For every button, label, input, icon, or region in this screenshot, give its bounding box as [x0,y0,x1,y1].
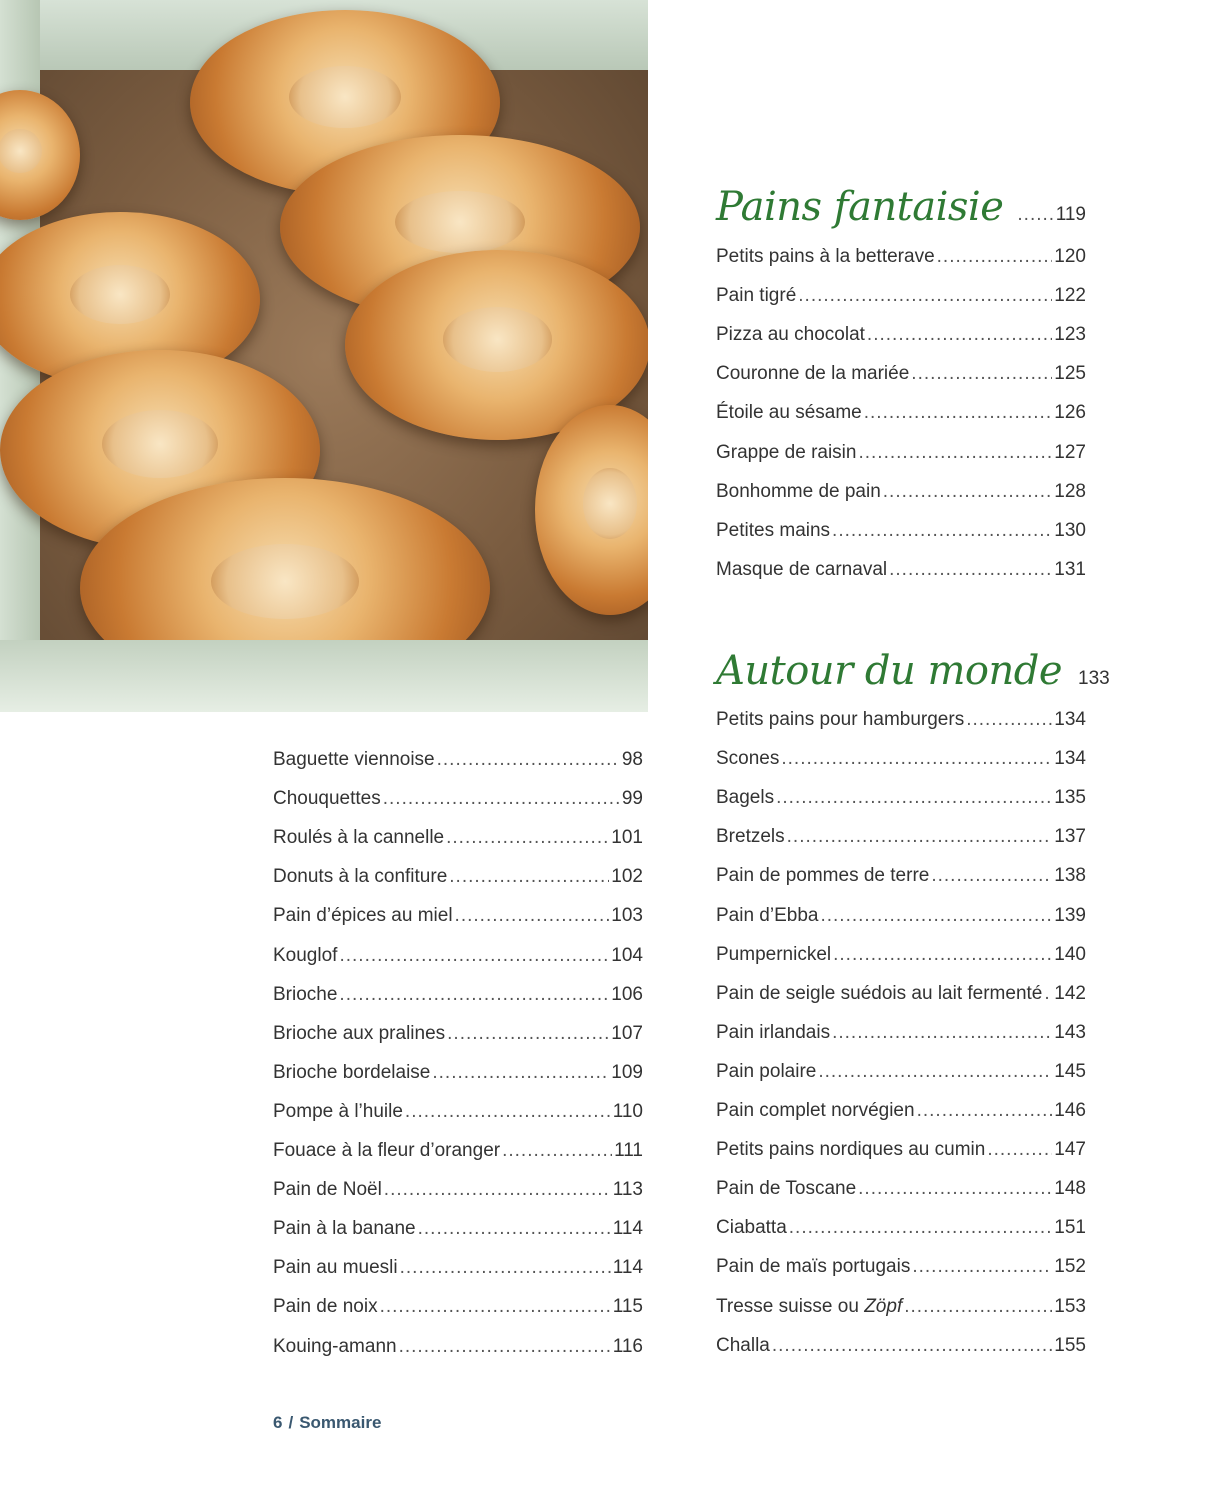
toc-entry [716,558,1086,582]
entry-title-text: Pain d’Ebba [716,904,819,926]
entry-title-text: Donuts à la confiture [273,866,448,888]
dot-leader [883,480,1053,504]
dot-leader [772,1334,1052,1358]
entry-page: 138 [1054,865,1086,887]
toc-entry [716,1295,1086,1319]
dot-leader [889,558,1052,582]
section-page: 133 [1078,668,1110,689]
section-title: Pains fantaisie [716,184,1004,230]
dot-leader [1044,982,1052,1006]
toc-entry [716,1060,1086,1084]
entry-title-text: Pain de pommes de terre [716,865,930,887]
dot-leader [400,1256,611,1280]
dot-leader [864,401,1053,425]
dot-leader [383,787,620,811]
toc-entry [716,1138,1086,1162]
entry-title-text: Étoile au sésame [716,402,862,424]
dot-leader [833,943,1052,967]
toc-entry [273,826,643,850]
pastry-roll [535,405,648,615]
entry-title-text: Pain de seigle suédois au lait fermenté [716,982,1043,1004]
entry-title [716,1021,830,1045]
entry-title [273,944,337,968]
dot-leader [867,323,1052,347]
entry-title-text: Petites mains [716,519,831,541]
entry-title-text: Scones [716,748,780,770]
page-footer [273,1413,381,1433]
toc-entry [273,904,643,928]
dot-leader [820,904,1052,928]
entry-page: 147 [1054,1139,1086,1161]
entry-title [716,825,785,849]
toc-entry [273,1061,643,1085]
dot-leader [380,1295,611,1319]
entry-title [716,519,830,543]
entry-title-text: Brioche [273,983,338,1005]
toc-entry [273,1335,643,1359]
entry-title [716,904,818,928]
entry-title-text: Bagels [716,787,775,809]
entry-title [716,1099,915,1123]
entry-title [716,1216,787,1240]
entry-page: 99 [621,788,643,810]
entry-title-text: Petits pains à la betterave [716,246,935,267]
entry-title-text: Ciabatta [716,1217,787,1239]
pastry-roll [0,90,80,220]
toc-entry [716,1216,1086,1240]
section-title: Autour du monde [716,648,1063,694]
entry-page: 101 [611,827,643,849]
entry-title-text: Pizza au chocolat [716,324,865,346]
dot-leader [447,1022,609,1046]
entry-page: 130 [1054,519,1086,541]
entry-page: 146 [1054,1100,1086,1121]
entry-title [273,1022,445,1046]
toc-entry [273,1217,643,1241]
toc-entry [716,284,1086,308]
dot-leader [818,1060,1052,1084]
entry-title-text: Pompe à l’huile [273,1100,403,1122]
entry-title-text: Chouquettes [273,788,381,810]
dot-leader [911,362,1052,386]
dot-leader [437,748,620,772]
entry-title [273,1100,403,1124]
dot-leader [787,825,1053,849]
toc-entry [273,1295,643,1319]
toc-entry [273,1100,643,1124]
dot-leader [966,708,1052,732]
dot-leader [446,826,609,850]
entry-title [273,1139,500,1163]
dot-leader [789,1216,1053,1240]
toc-entry [273,983,643,1007]
entry-title-text: Couronne de la mariée [716,363,910,385]
entry-page: 122 [1054,285,1086,307]
entry-title-text: Pain tigré [716,285,797,307]
entry-page: 115 [612,1296,643,1318]
toc-entry [716,747,1086,771]
entry-title [716,480,881,504]
dot-leader [937,245,1053,269]
entry-title-text: Pain irlandais [716,1021,831,1043]
entry-page: 142 [1054,982,1086,1004]
toc-entry [273,748,643,772]
section-page: 119 [1055,204,1086,225]
entry-page: 116 [612,1335,643,1357]
entry-title [273,865,447,889]
entry-title [716,441,856,465]
entry-title-text: Pain de maïs portugais [716,1256,911,1278]
entry-page: 109 [611,1061,643,1083]
toc-entry [716,904,1086,928]
entry-title [716,1177,856,1201]
entry-page: 131 [1054,558,1086,580]
toc-entry [716,1334,1086,1358]
entry-page: 113 [612,1179,643,1201]
entry-title [716,323,865,347]
toc-entry [716,245,1086,269]
page-number: 6 [273,1413,283,1432]
entry-title-text: Roulés à la cannelle [273,827,445,849]
dot-leader [776,786,1052,810]
entry-title-italic: Zöpf [864,1295,903,1317]
dot-leader [987,1138,1052,1162]
entry-page: 114 [612,1257,643,1279]
dot-leader [432,1061,609,1085]
entry-title-text: Pain de Toscane [716,1178,857,1200]
section-heading-fantaisie [716,184,1086,230]
entry-title [716,558,887,582]
entry-title-text: Pain au muesli [273,1257,398,1279]
entry-title [716,1334,770,1358]
entry-title [273,1217,416,1241]
footer-label: Sommaire [299,1413,382,1432]
toc-entry [716,1021,1086,1045]
section-heading-monde [716,648,1110,694]
entry-title [716,1060,816,1084]
entry-page: 103 [611,905,643,927]
entry-title-text: Petits pains nordiques au cumin [716,1139,986,1161]
dot-leader [912,1255,1052,1279]
dot-leader [904,1295,1052,1319]
entry-title-text: Brioche aux pralines [273,1022,446,1044]
entry-title [273,1335,397,1359]
dot-leader [384,1178,611,1202]
entry-title [716,708,964,732]
entry-title-text: Bretzels [716,826,785,848]
entry-title-text: Grappe de raisin [716,441,857,463]
toc-entry [716,864,1086,888]
entry-title [716,982,1042,1006]
entry-page: 153 [1054,1295,1086,1317]
entry-page: 114 [612,1218,643,1240]
footer-separator: / [288,1413,294,1432]
toc-entry [716,1255,1086,1279]
entry-page: 143 [1054,1021,1086,1043]
entry-page: 139 [1054,904,1086,926]
toc-entry [716,362,1086,386]
entry-title [273,826,444,850]
entry-page: 137 [1054,826,1086,848]
entry-title [716,401,862,425]
dot-leader [502,1139,612,1163]
entry-title [716,1295,902,1319]
dot-leader [858,441,1052,465]
entry-title [716,245,935,269]
toc-entry [716,519,1086,543]
entry-title [273,748,435,772]
dot-leader [339,944,609,968]
dot-leader [1017,204,1053,226]
entry-title-text: Pain de noix [273,1296,378,1318]
dot-leader [917,1099,1053,1123]
toc-entry [716,1099,1086,1123]
entry-title [716,864,929,888]
toc-entry [716,480,1086,504]
entry-page: 110 [612,1100,643,1122]
entry-title-text: Pumpernickel [716,943,832,965]
toc-entry [716,401,1086,425]
entry-title [273,983,337,1007]
entry-title [273,787,381,811]
entry-page: 126 [1054,402,1086,424]
dot-leader [399,1335,611,1359]
toc-entry [273,944,643,968]
toc-entry [716,323,1086,347]
entry-page: 155 [1054,1334,1086,1356]
dot-leader [781,747,1052,771]
dot-leader [418,1217,611,1241]
entry-page: 151 [1054,1217,1086,1239]
toc-entry [273,1139,643,1163]
entry-page: 134 [1054,748,1086,770]
entry-page: 98 [621,749,643,770]
dot-leader [798,284,1052,308]
entry-title-text: Bonhomme de pain [716,480,881,502]
entry-page: 140 [1054,943,1086,965]
entry-title [716,747,779,771]
entry-title-text: Brioche bordelaise [273,1061,431,1083]
entry-page: 145 [1054,1060,1086,1082]
dot-leader [832,519,1052,543]
entry-page: 102 [611,866,643,888]
entry-title [273,1256,398,1280]
entry-title [716,943,831,967]
toc-entry [716,786,1086,810]
entry-title-text: Tresse suisse ou [716,1295,859,1317]
toc-entry [273,1256,643,1280]
toc-entry [716,441,1086,465]
entry-title [716,284,796,308]
entry-page: 152 [1054,1256,1086,1278]
toc-entry [716,708,1086,732]
entry-title-text: Pain de Noël [273,1179,382,1201]
entry-title-text: Pain à la banane [273,1218,416,1240]
entry-page: 106 [611,983,643,1005]
entry-page: 125 [1054,363,1086,385]
dot-leader [449,865,609,889]
pastry-photo [0,0,648,712]
dot-leader [858,1177,1052,1201]
entry-title-text: Pain d’épices au miel [273,905,453,927]
entry-page: 128 [1054,480,1086,502]
entry-title [716,786,774,810]
entry-title [273,1178,382,1202]
entry-page: 120 [1054,246,1086,267]
entry-title [716,1138,985,1162]
entry-title-text: Masque de carnaval [716,558,888,580]
toc-entry [273,1178,643,1202]
toc-entry [716,943,1086,967]
dot-leader [832,1021,1052,1045]
entry-title [273,904,453,928]
dot-leader [455,904,610,928]
entry-page: 127 [1054,441,1086,463]
toc-entry [273,1022,643,1046]
dot-leader [339,983,609,1007]
dot-leader [931,864,1052,888]
entry-page: 135 [1054,787,1086,809]
entry-title-text: Pain polaire [716,1060,817,1082]
toc-entry [716,982,1086,1006]
entry-title [273,1061,430,1085]
toc-entry [716,825,1086,849]
entry-page: 123 [1054,324,1086,346]
entry-title [273,1295,378,1319]
entry-page: 111 [614,1140,643,1161]
tea-towel-bottom [0,640,648,712]
entry-title-text: Baguette viennoise [273,749,435,770]
entry-page: 134 [1054,709,1086,730]
entry-title-text: Pain complet norvégien [716,1100,915,1121]
entry-page: 148 [1054,1178,1086,1200]
entry-title [716,362,909,386]
entry-page: 104 [611,944,643,966]
entry-title-text: Kouing-amann [273,1335,397,1357]
entry-title [716,1255,910,1279]
entry-title-text: Kouglof [273,944,338,966]
entry-title-text: Petits pains pour hamburgers [716,709,965,730]
entry-page: 107 [611,1022,643,1044]
toc-entry [273,787,643,811]
toc-entry [716,1177,1086,1201]
dot-leader [405,1100,611,1124]
entry-title-text: Fouace à la fleur d’oranger [273,1140,501,1161]
toc-entry [273,865,643,889]
entry-title-text: Challa [716,1334,770,1356]
